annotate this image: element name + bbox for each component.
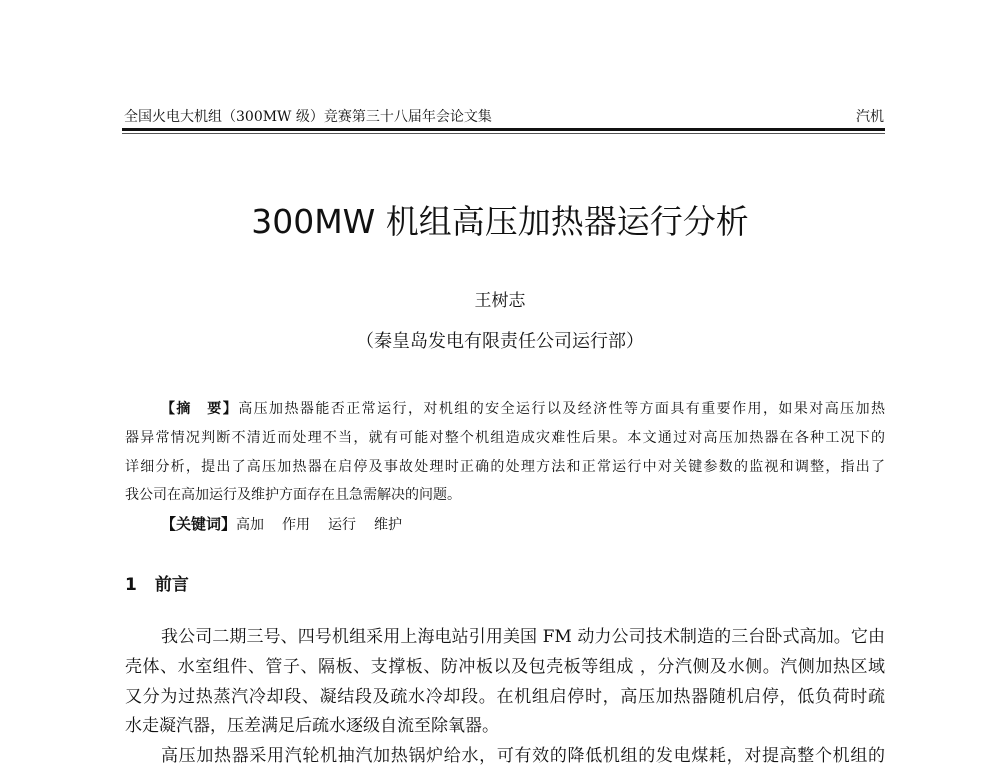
keyword: 运行 xyxy=(328,517,357,533)
author: 王树志 xyxy=(474,291,526,311)
abstract-line: 器异常情况判断不清近而处理不当，就有可能对整个机组造成灾难性后果。本文通过对高压加热器在各种工况下的 xyxy=(125,430,885,446)
affiliation: （秦皇岛发电有限责任公司运行部） xyxy=(356,331,644,352)
body-line: 壳体、水室组件、管子、隔板、支撑板、防冲板以及包壳板等组成 ，分汽侧及水侧。汽侧加热区域 xyxy=(125,657,885,677)
body-line: 我公司二期三号、四号机组采用上海电站引用美国 FM 动力公司技术制造的三台卧式高加。它由 xyxy=(161,627,885,647)
keyword: 作用 xyxy=(282,517,311,533)
keyword: 高加 xyxy=(236,517,265,533)
keyword: 维护 xyxy=(374,517,403,533)
abstract-line: 详细分析，提出了高压加热器在启停及事故处理时正确的处理方法和正常运行中对关键参数的监视和调整，指出了 xyxy=(125,459,885,475)
keywords xyxy=(125,513,885,534)
running-header-title: 全国火电大机组（300MW 级）竞赛第三十八届年会论文集 xyxy=(124,109,492,125)
abstract-label: 【摘 要】 xyxy=(161,401,239,417)
header-rule xyxy=(122,128,885,131)
header-rule-thin xyxy=(122,133,885,134)
body-line: 水走凝汽器，压差满足后疏水逐级自流至除氧器。 xyxy=(125,716,499,736)
abstract-line: 【摘 要】高压加热器能否正常运行，对机组的安全运行以及经济性等方面具有重要作用，如果对高压加热 xyxy=(161,401,886,417)
running-header-section: 汽机 xyxy=(856,109,884,125)
paper-title: 300MW 机组高压加热器运行分析 xyxy=(251,202,749,241)
body-line: 又分为过热蒸汽冷却段、凝结段及疏水冷却段。在机组启停时，高压加热器随机启停，低负荷时疏 xyxy=(125,687,885,707)
abstract-line: 我公司在高加运行及维护方面存在且急需解决的问题。 xyxy=(125,487,461,503)
section-title: 前言 xyxy=(154,575,189,595)
keywords-label: 【关键词】 xyxy=(161,515,237,533)
body-line: 高压加热器采用汽轮机抽汽加热锅炉给水，可有效的降低机组的发电煤耗，对提高整个机组的 xyxy=(161,746,885,766)
section-number: 1 xyxy=(125,575,137,595)
section-heading xyxy=(125,570,189,595)
